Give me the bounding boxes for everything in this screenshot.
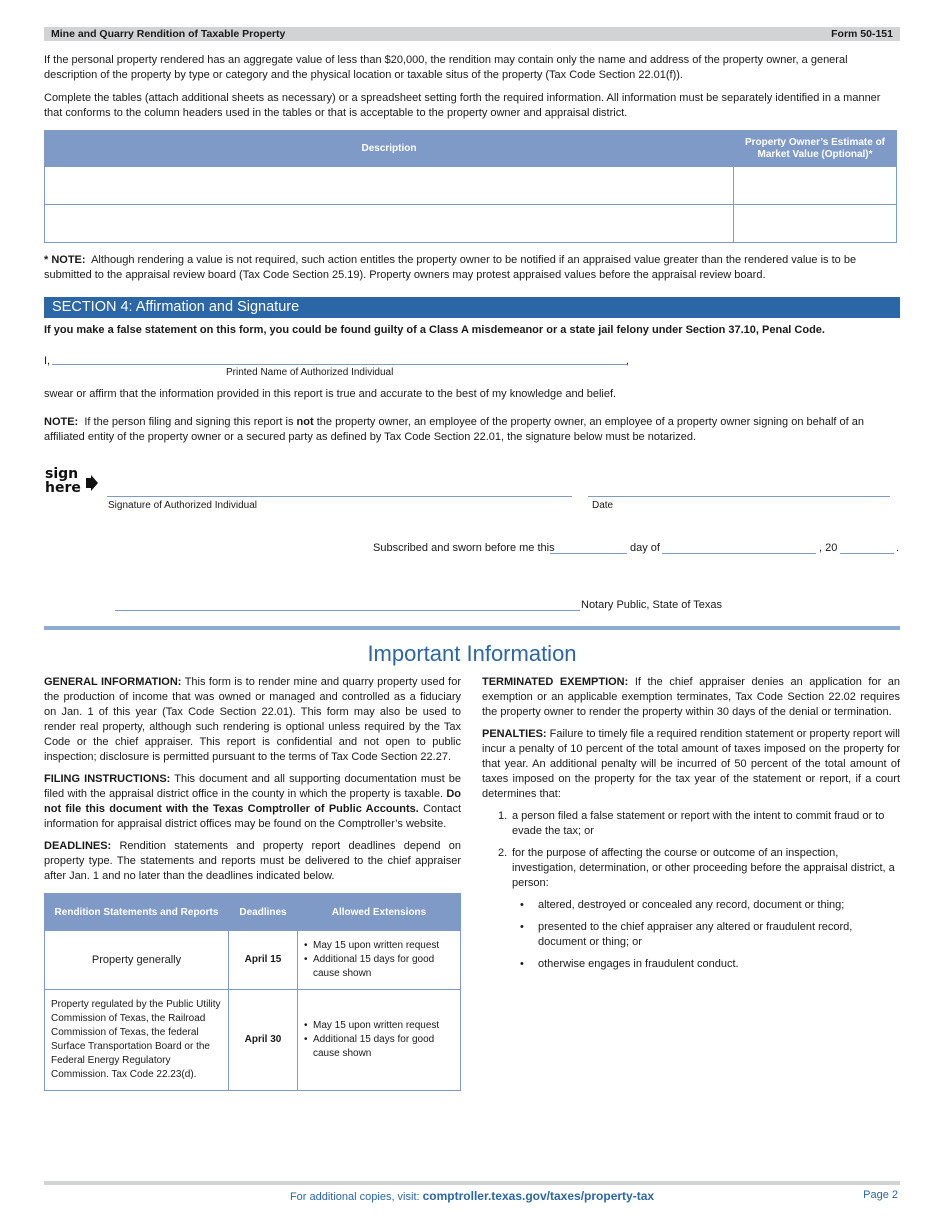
- sign-here-label: [45, 467, 81, 495]
- footer-url-link[interactable]: comptroller.texas.gov/taxes/property-tax: [422, 1189, 655, 1203]
- section-divider: [44, 626, 900, 630]
- sign-arrow-icon: [86, 475, 98, 491]
- extension-item: • Additional 15 days for good cause shown: [304, 1033, 454, 1061]
- fraud-actions-list: [520, 898, 900, 972]
- penalty-conditions-list: [498, 809, 900, 972]
- table-row: [45, 990, 461, 1091]
- subscribed-text: Subscribed and sworn before me this: [373, 542, 555, 554]
- note-text: Although rendering a value is not required, such action entitles the property owner to be notified if an appraised value greater than the rendered value is to be submitted to the appraisal review board (Tax Code Section 25.19). Property owners may protest appraised values before the appraisal review board.: [44, 254, 857, 281]
- list-number: 2.: [498, 847, 508, 859]
- form-title: Mine and Quarry Rendition of Taxable Property: [51, 28, 286, 40]
- day-of-label: day of: [630, 542, 660, 554]
- day-field[interactable]: [550, 553, 627, 554]
- market-value-input-cell[interactable]: [734, 205, 897, 243]
- deadline-cell: April 15: [229, 931, 298, 990]
- market-value-input-cell[interactable]: [734, 167, 897, 205]
- list-item: [498, 809, 900, 839]
- form-number: Form 50-151: [831, 28, 893, 40]
- notarization-note-text: If the person filing and signing this report is: [84, 416, 294, 428]
- deadlines-text: Rendition statements and property report deadlines depend on property type. The statements and reports must be delivered to the chief appraiser after Jan. 1 and no later than the deadlines indicated below.: [44, 840, 461, 882]
- terminated-exemption: [482, 675, 900, 720]
- year-prefix-label: , 20: [819, 542, 838, 554]
- deadlines-table: [44, 893, 461, 1091]
- description-table: [44, 130, 897, 243]
- notary-signature-field[interactable]: [115, 610, 580, 611]
- deadlines-info: [44, 839, 461, 884]
- false-statement-warning: If you make a false statement on this form, you could be found guilty of a Class A misdemeanor or a state jail felony under Section 37.10, Penal Code.: [44, 324, 825, 336]
- signature-label: Signature of Authorized Individual: [108, 500, 257, 511]
- filing-bold-text: Do not file this document with the Texas Comptroller of Public Accounts.: [44, 788, 461, 815]
- filing-text-2: Contact information for appraisal district offices may be found on the Comptroller’s website.: [44, 803, 462, 830]
- extension-item: • Additional 15 days for good cause shown: [304, 953, 454, 981]
- list-item-text: a person filed a false statement or report with the intent to commit fraud or to evade the tax; or: [512, 810, 885, 837]
- right-info-column: [482, 675, 900, 979]
- description-column-header: Description: [45, 131, 734, 167]
- date-field[interactable]: [588, 496, 890, 497]
- extension-item: • May 15 upon written request: [304, 939, 454, 953]
- note-label: * NOTE:: [44, 254, 86, 266]
- general-info-text: This form is to render mine and quarry property used for the production of income that was owned or managed and controlled as a fiduciary on Jan. 1 of this year (Tax Code Section 22.01). This form may also be used to render real property, although such rendering is optional unless required by the Tax Code or the chief appraiser. This report is confidential and not open to public inspection; disclosure is permitted pursuant to the terms of Tax Code Section 22.27.: [44, 676, 461, 763]
- page-number: Page 2: [863, 1189, 898, 1201]
- printed-name-field[interactable]: [52, 364, 627, 365]
- notary-label: Notary Public, State of Texas: [581, 599, 723, 611]
- market-value-note: [44, 253, 900, 283]
- notarization-note: [44, 415, 900, 445]
- property-type-cell: Property generally: [45, 931, 229, 990]
- intro-paragraph-2: Complete the tables (attach additional sheets as necessary) or a spreadsheet setting forth the required information. All information must be separately identified in a manner that conforms to the column headers used in the tables or that is acceptable to the property owner and appraisal district.: [44, 92, 881, 119]
- penalties-label: PENALTIES:: [482, 728, 547, 740]
- extension-item: • May 15 upon written request: [304, 1019, 454, 1033]
- list-item: • otherwise engages in fraudulent conduct.: [520, 957, 900, 972]
- period-label: .: [896, 542, 900, 554]
- footer-prefix: For additional copies, visit:: [289, 1191, 420, 1203]
- sign-word: sign: [45, 466, 79, 482]
- market-value-column-header: Property Owner’s Estimate of Market Value (Optional)*: [734, 131, 897, 167]
- terminated-text: If the chief appraiser denies an application for an exemption or an applicable exemption terminates, Tax Code Section 22.02 requires the property owner to render the property within 30 days of the denial or termination.: [482, 676, 901, 718]
- penalties-info: [482, 727, 900, 802]
- form-header-bar: [44, 27, 900, 41]
- description-input-cell[interactable]: [45, 205, 734, 243]
- intro-paragraph-1: If the personal property rendered has an aggregate value of less than $20,000, the rendition may contain only the name and address of the property owner, a general description of the property by type or category and the physical location or taxable situs of the property (Tax Code Section 22.01(f)).: [44, 54, 848, 81]
- extensions-cell: [298, 990, 461, 1091]
- statements-column-header: Rendition Statements and Reports: [45, 894, 229, 931]
- notarization-note-text: the property owner, an employee of the property owner, an employee of a property owner signing on behalf of an affiliated entity of the property owner or a secured party as defined by Tax Code Section 22.01, the signature below must be notarized.: [44, 416, 865, 443]
- extensions-column-header: Allowed Extensions: [298, 894, 461, 931]
- filing-text: This document and all supporting documentation must be filed with the appraisal district office in the county in which the property is taxable.: [44, 773, 461, 800]
- month-field[interactable]: [662, 553, 816, 554]
- penalties-text: Failure to timely file a required rendition statement or property report will incur a penalty of 10 percent of the total amount of taxes imposed on the property for that year. An additional penalty will be incurred of 50 percent of the total amount of taxes imposed on the property for the tax year of the statement or report, if a court determines that:: [482, 728, 900, 800]
- footer-copies: [44, 1189, 900, 1203]
- footer-divider: [44, 1181, 900, 1185]
- extensions-cell: [298, 931, 461, 990]
- table-row: [45, 931, 461, 990]
- property-type-cell: Property regulated by the Public Utility Commission of Texas, the Railroad Commission of Texas, the federal Surface Transportation Board or the Federal Energy Regulatory Commission. Tax Code 22.23(d).: [45, 990, 229, 1091]
- filing-instructions: [44, 772, 461, 832]
- list-item: • presented to the chief appraiser any altered or fraudulent record, document or thing; or: [520, 920, 900, 950]
- list-item: [498, 846, 900, 972]
- list-item: • altered, destroyed or concealed any record, document or thing;: [520, 898, 900, 913]
- important-info-title: Important Information: [367, 641, 577, 666]
- notarization-note-not: not: [296, 416, 314, 428]
- swear-statement: swear or affirm that the information provided in this report is true and accurate to the best of my knowledge and belief.: [44, 388, 617, 400]
- comma-label: ,: [626, 355, 630, 367]
- deadlines-label: DEADLINES:: [44, 840, 112, 852]
- deadline-cell: April 30: [229, 990, 298, 1091]
- signature-field[interactable]: [107, 496, 572, 497]
- list-number: 1.: [498, 810, 508, 822]
- left-info-column: [44, 675, 461, 891]
- general-info-label: GENERAL INFORMATION:: [44, 676, 182, 688]
- year-field[interactable]: [840, 553, 894, 554]
- section-4-header: SECTION 4: Affirmation and Signature: [44, 297, 900, 318]
- general-information: [44, 675, 461, 765]
- deadlines-column-header: Deadlines: [229, 894, 298, 931]
- printed-name-label: Printed Name of Authorized Individual: [226, 367, 394, 378]
- i-label: I,: [44, 355, 51, 367]
- notarization-note-label: NOTE:: [44, 416, 79, 428]
- date-label: Date: [592, 500, 614, 511]
- description-input-cell[interactable]: [45, 167, 734, 205]
- terminated-label: TERMINATED EXEMPTION:: [482, 676, 629, 688]
- filing-label: FILING INSTRUCTIONS:: [44, 773, 171, 785]
- list-item-text: for the purpose of affecting the course or outcome of an inspection, investigation, determination, or other proceeding before the appraisal district, a person:: [512, 847, 895, 889]
- here-word: here: [45, 480, 81, 496]
